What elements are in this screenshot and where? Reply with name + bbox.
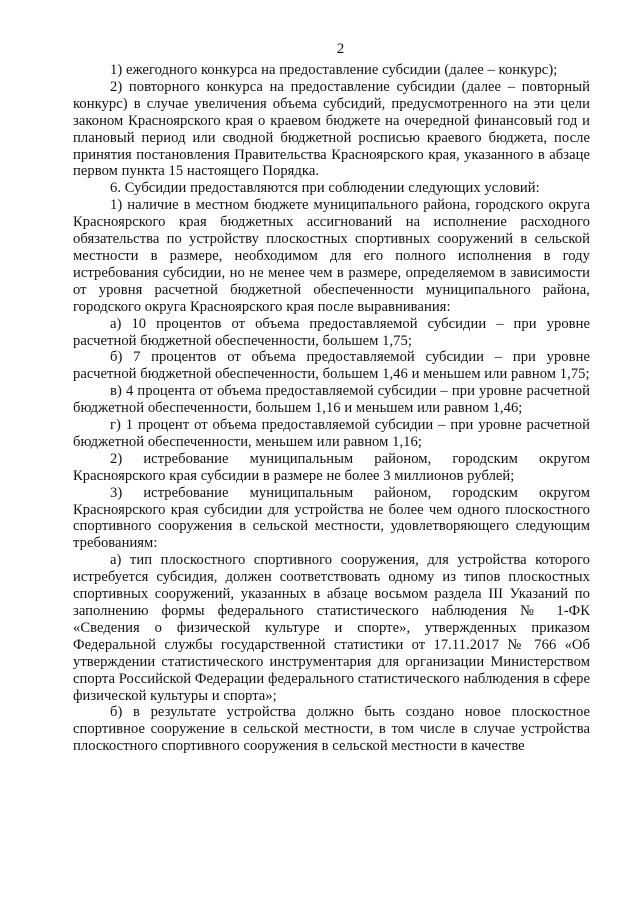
paragraph-subitem-v: в) 4 процента от объема предоставляемой субсидии – при уровне расчетной бюджетной обеспеченности, большем 1,16 и меньшем или равном 1,46; xyxy=(73,383,590,417)
page-number: 2 xyxy=(336,41,345,57)
paragraph-subitem-a: а) 10 процентов от объема предоставляемой субсидии – при уровне расчетной бюджетной обеспеченности, большем 1,75; xyxy=(73,315,590,349)
paragraph-requirement-b: б) в результате устройства должно быть создано новое плоскостное спортивное сооружение в сельской местности, в том числе в случае устройства плоскостного спортивного сооружения в сельской местности в качестве xyxy=(73,704,590,755)
paragraph-condition-3: 3) истребование муниципальным районом, городским округом Красноярского края субсидии для устройства не более чем одного плоскостного спортивного сооружения в сельской местности, удовлетворяющего следующим требованиям: xyxy=(73,484,590,552)
paragraph-subitem-b: б) 7 процентов от объема предоставляемой субсидии – при уровне расчетной бюджетной обеспеченности, большем 1,46 и меньшем или равном 1,75; xyxy=(73,349,590,383)
paragraph-item-1: 1) ежегодного конкурса на предоставление субсидии (далее – конкурс); xyxy=(110,62,558,78)
paragraph-requirement-a: а) тип плоскостного спортивного сооружения, для устройства которого истребуется субсидия, должен соответствовать одному из типов плоскостных спортивных сооружений, указанных в абзаце восьмом раздела III Указаний по заполнению формы федерального статистического наблюдения № 1-ФК «Сведения о физической культуре и спорте», утвержденных приказом Федеральной службы государственной статистики от 17.11.2017 № 766 «Об утверждении статистического инструментария для организации Министерством спорта Российской Федерации федерального статистического наблюдения в сфере физической культуры и спорта»; xyxy=(73,552,590,704)
paragraph-item-2: 2) повторного конкурса на предоставление субсидии (далее – повторный конкурс) в случае увеличения объема субсидий, предусмотренного на эти цели законом Красноярского края о краевом бюджете на очередной финансовый год и плановый период или сводной бюджетной росписью краевого бюджета, после принятия постановления Правительства Красноярского края, указанного в абзаце первом пункта 15 настоящего Порядка. xyxy=(73,78,590,180)
paragraph-condition-2: 2) истребование муниципальным районом, городским округом Красноярского края субсидии в размере не более 3 миллионов рублей; xyxy=(73,450,590,484)
paragraph-subitem-g: г) 1 процент от объема предоставляемой субсидии – при уровне расчетной бюджетной обеспеченности, меньшем или равном 1,16; xyxy=(73,417,590,450)
paragraph-condition-1: 1) наличие в местном бюджете муниципального района, городского округа Красноярского края бюджетных ассигнований на исполнение расходного обязательства по устройству плоскостных спортивных сооружений в сельской местности в размере, необходимом для его полного исполнения в году истребования субсидии, но не менее чем в размере, определяемом в зависимости от уровня расчетной бюджетной обеспеченности муниципального района, городского округа Красноярского края после выравнивания: xyxy=(73,197,590,315)
paragraph-clause-6: 6. Субсидии предоставляются при соблюдении следующих условий: xyxy=(110,180,540,197)
